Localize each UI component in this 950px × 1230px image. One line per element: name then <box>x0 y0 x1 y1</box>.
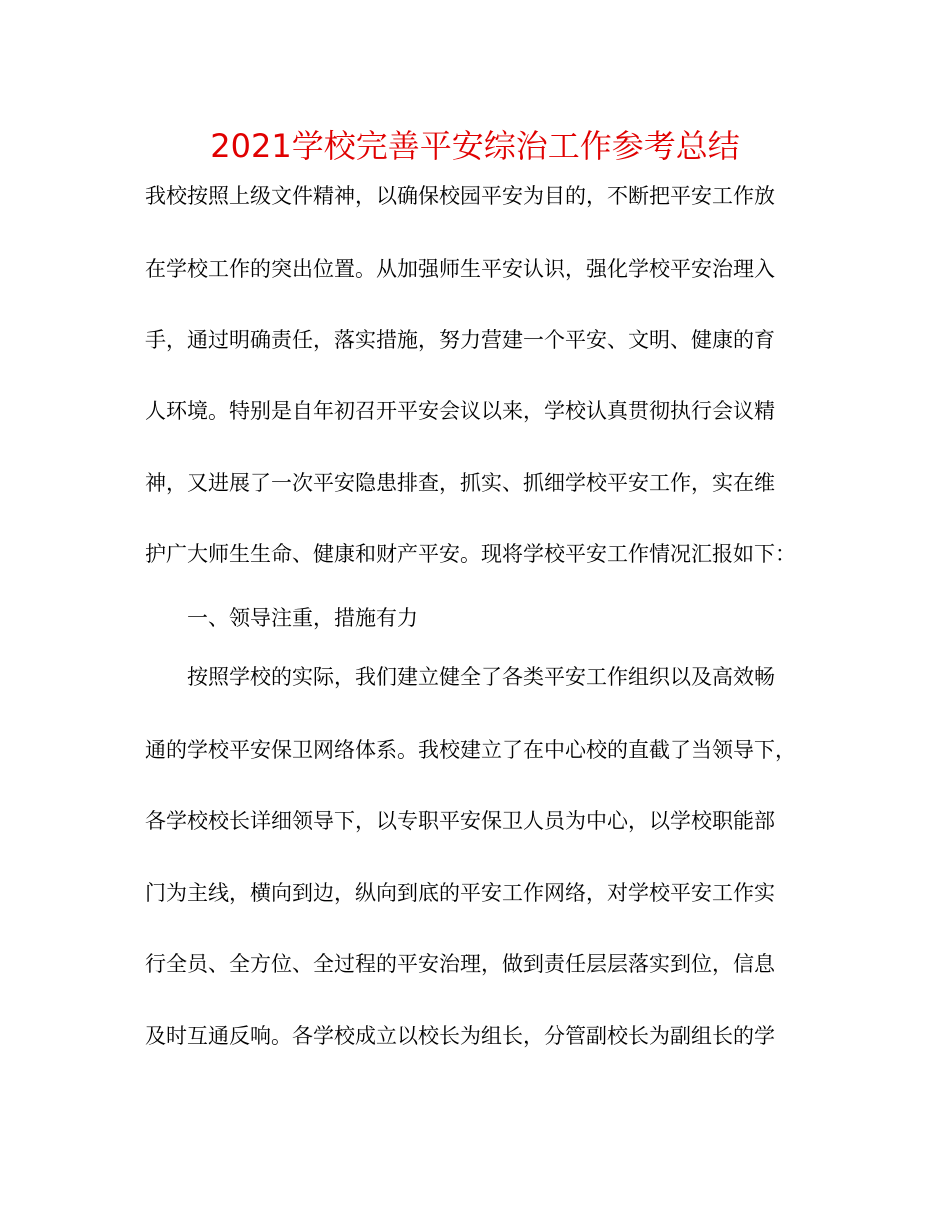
paragraph-line-12: 及时互通反响。各学校成立以校长为组长，分管副校长为副组长的学 <box>145 1024 775 1048</box>
paragraph-line-7: 按照学校的实际，我们建立健全了各类平安工作组织以及高效畅 <box>187 665 775 689</box>
document-title: 2021学校完善平安综治工作参考总结 <box>210 127 740 165</box>
paragraph-line-1: 我校按照上级文件精神，以确保校园平安为目的，不断把平安工作放 <box>145 184 775 208</box>
paragraph-line-6: 护广大师生生命、健康和财产平安。现将学校平安工作情况汇报如下： <box>145 542 796 566</box>
section-heading: 一、领导注重，措施有力 <box>187 606 418 630</box>
paragraph-line-5: 神，又进展了一次平安隐患排查，抓实、抓细学校平安工作，实在维 <box>145 471 775 495</box>
paragraph-line-3: 手，通过明确责任，落实措施，努力营建一个平安、文明、健康的育 <box>145 328 775 352</box>
paragraph-line-11: 行全员、全方位、全过程的平安治理，做到责任层层落实到位，信息 <box>145 952 775 976</box>
paragraph-line-10: 门为主线，横向到边，纵向到底的平安工作网络，对学校平安工作实 <box>145 881 775 905</box>
paragraph-line-9: 各学校校长详细领导下，以专职平安保卫人员为中心，以学校职能部 <box>145 809 775 833</box>
paragraph-line-8: 通的学校平安保卫网络体系。我校建立了在中心校的直截了当领导下， <box>145 738 796 762</box>
paragraph-line-2: 在学校工作的突出位置。从加强师生平安认识，强化学校平安治理入 <box>145 257 775 281</box>
paragraph-line-4: 人环境。特别是自年初召开平安会议以来，学校认真贯彻执行会议精 <box>145 399 775 423</box>
